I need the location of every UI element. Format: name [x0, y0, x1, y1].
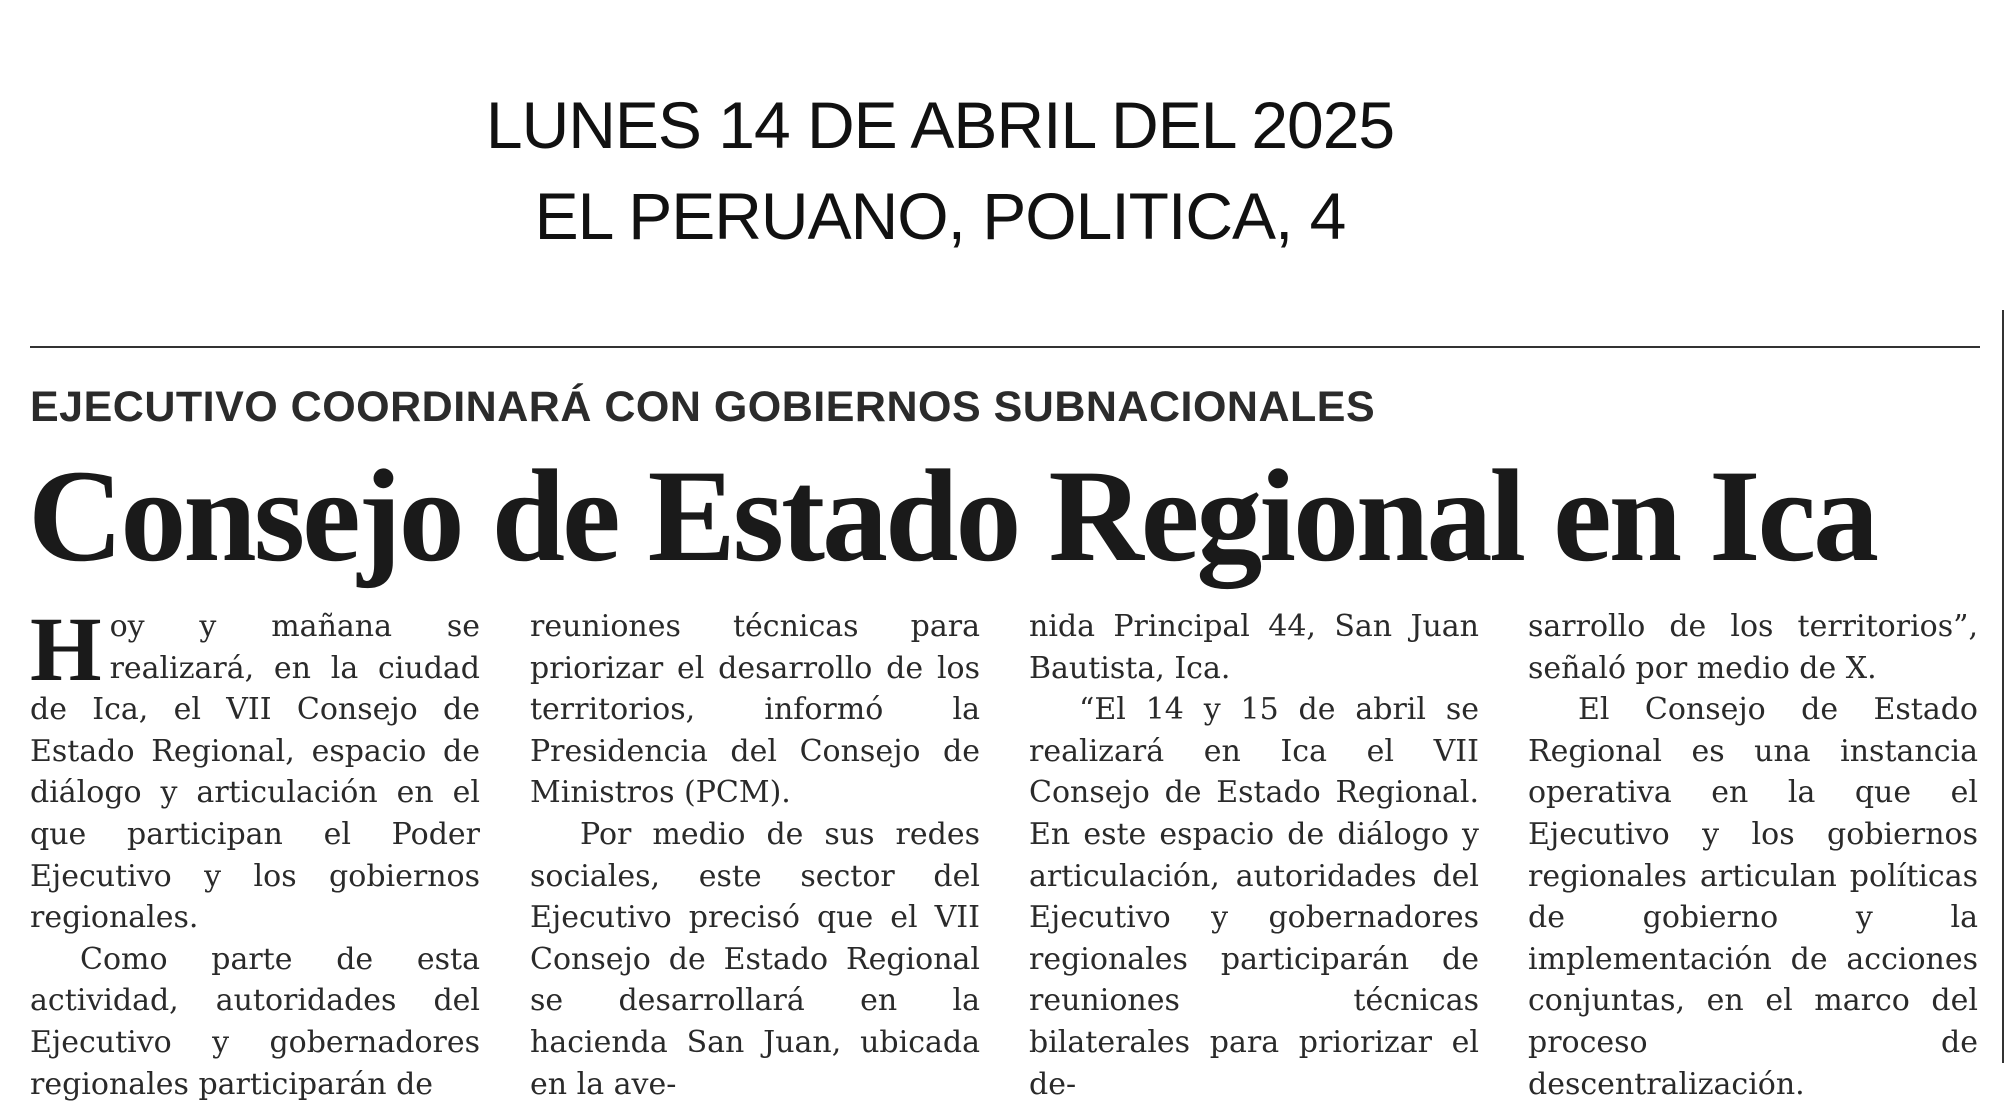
- article-paragraph: reuniones técnicas para priorizar el desarrollo de los territorios, informó la Presidencia del Consejo de Ministros (PCM).: [530, 609, 980, 811]
- article-paragraph: sarrollo de los territorios”, señaló por medio de X.: [1528, 609, 1978, 686]
- article-paragraph: Por medio de sus redes sociales, este sector del Ejecutivo precisó que el VII Consejo de Estado Regional se desarrollará en la hacienda San Juan, ubicada en la ave-: [530, 816, 980, 1102]
- paragraph-text: oy y mañana se realizará, en la ciudad de Ica, el VII Consejo de Estado Regional, espacio de diálogo y articulación en el que participan el Poder Ejecutivo y los gobiernos regionales.: [30, 609, 480, 936]
- right-divider: [2002, 310, 2004, 1063]
- article-column-2: [530, 606, 980, 1105]
- article-paragraph: Como parte de esta actividad, autoridades del Ejecutivo y gobernadores regionales participarán de: [30, 941, 480, 1102]
- article-column-4: [1528, 606, 1978, 1105]
- publication-date: LUNES 14 DE ABRIL DEL 2025: [485, 88, 1395, 162]
- article-headline: Consejo de Estado Regional en Ica: [28, 442, 1877, 589]
- drop-cap: H: [30, 598, 102, 700]
- article-kicker: EJECUTIVO COORDINARÁ CON GOBIERNOS SUBNACIONALES: [30, 383, 1376, 431]
- top-divider: [30, 346, 1980, 348]
- article-column-1: [30, 598, 480, 1105]
- article-column-3: [1029, 606, 1479, 1105]
- publication-source: EL PERUANO, POLITICA, 4: [534, 179, 1346, 253]
- article-paragraph: nida Principal 44, San Juan Bautista, Ica.: [1029, 609, 1479, 686]
- article-paragraph: [30, 598, 480, 939]
- article-paragraph: El Consejo de Estado Regional es una instancia operativa en la que el Ejecutivo y los gobiernos regionales articulan políticas de gobierno y la implementación de acciones conjuntas, en el marco del proceso de descentralización.: [1528, 692, 1978, 1102]
- article-paragraph: “El 14 y 15 de abril se realizará en Ica el VII Consejo de Estado Regional. En este espacio de diálogo y articulación, autoridades del Ejecutivo y gobernadores regionales participarán de reuniones técnicas bilaterales para priorizar el de-: [1029, 692, 1479, 1102]
